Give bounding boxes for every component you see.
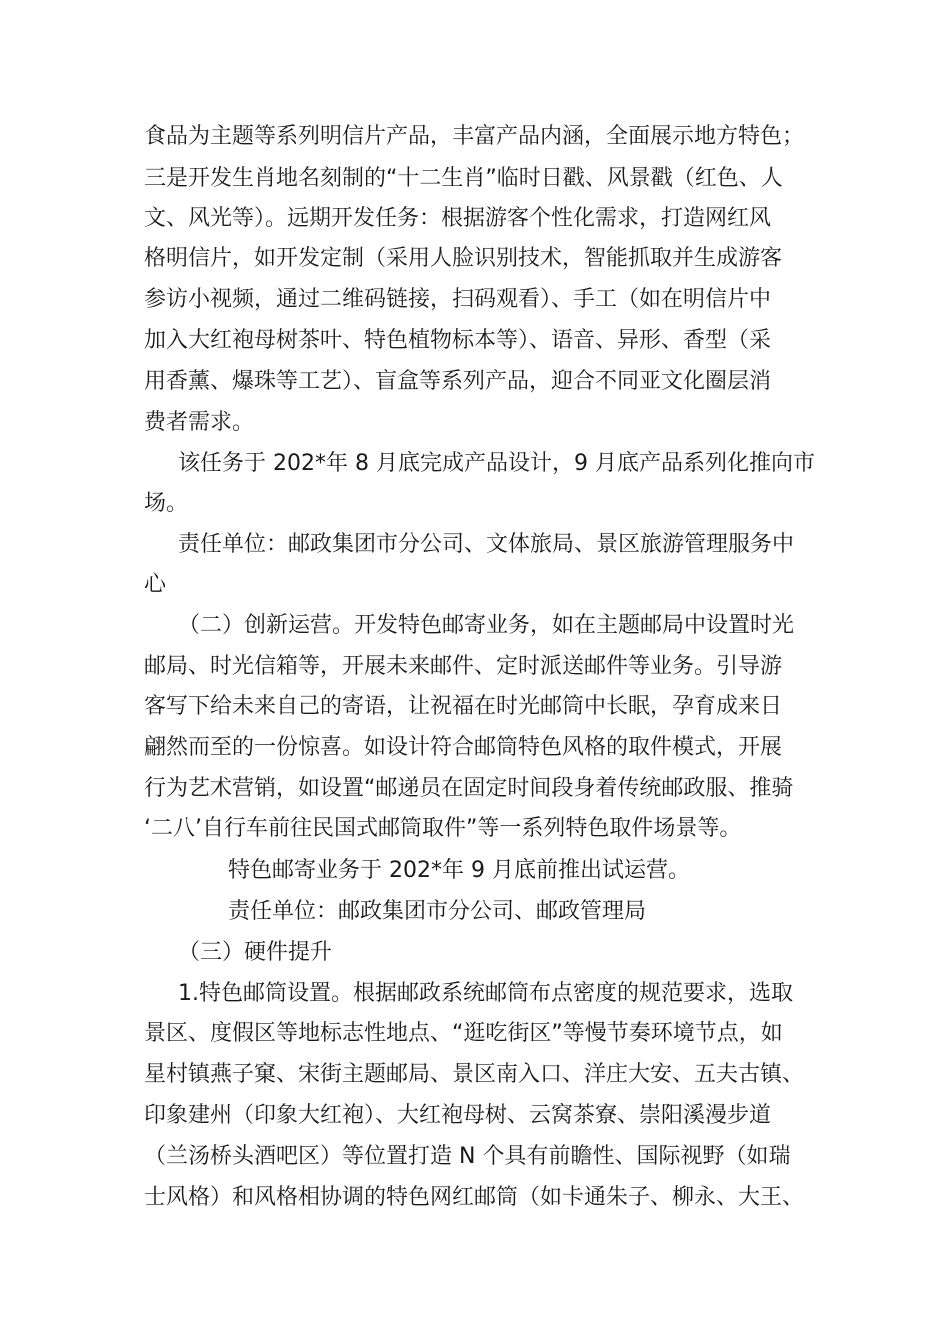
text-line: 食品为主题等系列明信片产品，丰富产品内涵，全面展示地方特色； [144, 124, 805, 149]
text-line: ‘二八’自行车前往民国式邮筒取件”等一系列特色取件场景等。 [144, 816, 742, 841]
text-line: 文、风光等）。远期开发任务：根据游客个性化需求，打造网红风 [144, 206, 772, 231]
text-line: 印象建州（印象大红袍）、大红袍母树、云窝茶寮、崇阳溪漫步道 [144, 1103, 772, 1128]
text-line: 加入大红袍母树茶叶、特色植物标本等）、语音、异形、香型（采 [144, 328, 772, 353]
text-line: 心 [144, 572, 167, 597]
text-line: 参访小视频，通过二维码链接，扫码观看）、手工（如在明信片中 [144, 287, 772, 312]
text-line: 三是开发生肖地名刻制的“十二生肖”临时日戳、风景戳（红色、人 [144, 166, 783, 191]
section-heading: （二）创新运营。开发特色邮寄业务，如在主题邮局中设置时光 [178, 613, 795, 638]
section-heading: （三）硬件提升 [178, 940, 333, 965]
text-line: 邮局、时光信箱等，开展未来邮件、定时派送邮件等业务。引导游 [144, 654, 783, 679]
text-line: 星村镇燕子窠、宋街主题邮局、景区南入口、洋庄大安、五夫古镇、 [144, 1062, 805, 1087]
text-line: （兰汤桥头酒吧区）等位置打造 N 个具有前瞻性、国际视野（如瑞 [144, 1144, 791, 1169]
text-line: 责任单位：邮政集团市分公司、文体旅局、景区旅游管理服务中 [178, 532, 795, 557]
text-line: 景区、度假区等地标志性地点、“逛吃街区”等慢节奏环境节点，如 [144, 1021, 783, 1046]
text-line: 行为艺术营销，如设置“邮递员在固定时间段身着传统邮政服、推骑 [144, 776, 794, 801]
text-line: 费者需求。 [144, 410, 255, 435]
text-line: 客写下给未来自己的寄语，让祝福在时光邮筒中长眠，孕育成来日 [144, 694, 783, 719]
text-line: 翩然而至的一份惊喜。如设计符合邮筒特色风格的取件模式，开展 [144, 735, 783, 760]
text-line: 场。 [144, 491, 189, 516]
text-line: 用香薰、爆珠等工艺）、盲盒等系列产品，迎合不同亚文化圈层消 [144, 369, 772, 394]
text-line: 特色邮寄业务于 202*年 9 月底前推出试运营。 [228, 858, 690, 883]
text-line: 1.特色邮筒设置。根据邮政系统邮筒布点密度的规范要求，选取 [178, 981, 793, 1006]
text-line: 该任务于 202*年 8 月底完成产品设计，9 月底产品系列化推向市 [178, 451, 815, 476]
text-line: 责任单位：邮政集团市分公司、邮政管理局 [228, 899, 647, 924]
text-line: 格明信片，如开发定制（采用人脸识别技术，智能抓取并生成游客 [144, 246, 783, 271]
text-line: 士风格）和风格相协调的特色网红邮筒（如卡通朱子、柳永、大王、 [144, 1185, 805, 1210]
